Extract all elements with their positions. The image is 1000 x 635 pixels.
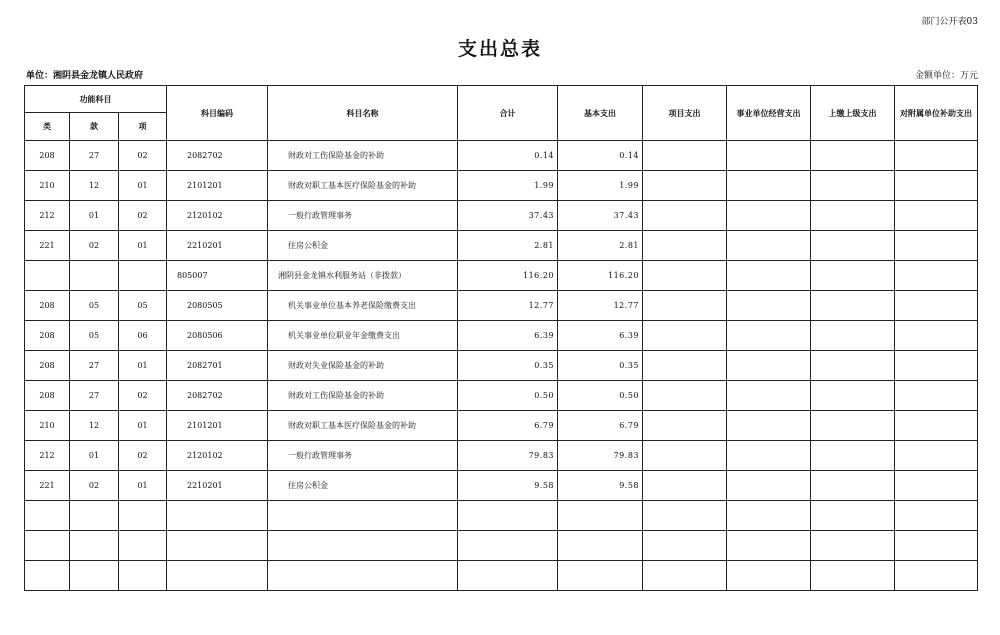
cell-business-expense <box>727 471 811 501</box>
table-row <box>25 411 978 441</box>
cell-basic-expense <box>558 561 643 591</box>
cell-subject-name: 住房公积金 <box>268 231 458 261</box>
cell-business-expense <box>727 231 811 261</box>
header-subject-name: 科目名称 <box>268 86 458 141</box>
cell-subject-name: 财政对职工基本医疗保险基金的补助 <box>268 411 458 441</box>
cell-basic-expense: 0.14 <box>558 141 643 171</box>
cell-lei: 210 <box>25 411 70 441</box>
cell-basic-expense: 6.39 <box>558 321 643 351</box>
cell-kuan: 02 <box>70 231 119 261</box>
cell-total: 12.77 <box>458 291 558 321</box>
cell-subject-code: 2101201 <box>167 411 268 441</box>
cell-project-expense <box>643 381 727 411</box>
cell-kuan <box>70 501 119 531</box>
header-subsidy-subordinate: 对附属单位补助支出 <box>895 86 978 141</box>
table-row <box>25 351 978 381</box>
cell-subsidy-subordinate <box>895 171 978 201</box>
cell-subsidy-subordinate <box>895 411 978 441</box>
cell-xiang: 05 <box>119 291 167 321</box>
cell-xiang: 02 <box>119 381 167 411</box>
header-business-expense: 事业单位经营支出 <box>727 86 811 141</box>
cell-business-expense <box>727 171 811 201</box>
table-row <box>25 381 978 411</box>
cell-business-expense <box>727 501 811 531</box>
cell-total: 6.39 <box>458 321 558 351</box>
cell-subsidy-subordinate <box>895 471 978 501</box>
cell-subject-code: 2082701 <box>167 351 268 381</box>
cell-upper-payment <box>811 381 895 411</box>
cell-project-expense <box>643 141 727 171</box>
cell-project-expense <box>643 201 727 231</box>
cell-subsidy-subordinate <box>895 351 978 381</box>
cell-upper-payment <box>811 471 895 501</box>
table-row <box>25 531 978 561</box>
cell-subsidy-subordinate <box>895 141 978 171</box>
cell-subsidy-subordinate <box>895 381 978 411</box>
cell-subject-name <box>268 531 458 561</box>
cell-total <box>458 561 558 591</box>
cell-upper-payment <box>811 531 895 561</box>
cell-upper-payment <box>811 411 895 441</box>
table-row <box>25 231 978 261</box>
cell-basic-expense: 0.35 <box>558 351 643 381</box>
cell-subsidy-subordinate <box>895 321 978 351</box>
cell-xiang <box>119 561 167 591</box>
amount-unit-label: 金额单位：万元 <box>914 71 978 81</box>
cell-subsidy-subordinate <box>895 201 978 231</box>
table-row <box>25 201 978 231</box>
cell-kuan: 12 <box>70 411 119 441</box>
cell-project-expense <box>643 441 727 471</box>
cell-upper-payment <box>811 321 895 351</box>
cell-xiang: 01 <box>119 351 167 381</box>
cell-project-expense <box>643 321 727 351</box>
cell-subject-name <box>268 501 458 531</box>
cell-subject-name: 财政对工伤保险基金的补助 <box>268 141 458 171</box>
cell-lei: 221 <box>25 471 70 501</box>
cell-kuan: 02 <box>70 471 119 501</box>
cell-subject-code <box>167 531 268 561</box>
cell-project-expense <box>643 531 727 561</box>
cell-upper-payment <box>811 561 895 591</box>
table-row <box>25 141 978 171</box>
header-project-expense: 项目支出 <box>643 86 727 141</box>
cell-xiang <box>119 501 167 531</box>
cell-kuan: 01 <box>70 201 119 231</box>
cell-business-expense <box>727 531 811 561</box>
header-lei: 类 <box>25 113 70 141</box>
header-func-subject: 功能科目 <box>25 86 167 113</box>
cell-upper-payment <box>811 351 895 381</box>
cell-xiang: 01 <box>119 471 167 501</box>
cell-subject-name: 湘阴县金龙镇水利服务站（非拨款） <box>268 261 458 291</box>
cell-lei: 212 <box>25 201 70 231</box>
cell-business-expense <box>727 321 811 351</box>
cell-total <box>458 501 558 531</box>
table-row <box>25 291 978 321</box>
table-row <box>25 261 978 291</box>
cell-lei <box>25 261 70 291</box>
table-row <box>25 441 978 471</box>
cell-basic-expense: 2.81 <box>558 231 643 261</box>
cell-upper-payment <box>811 261 895 291</box>
table-body <box>25 141 978 591</box>
cell-lei <box>25 561 70 591</box>
cell-subsidy-subordinate <box>895 231 978 261</box>
cell-xiang: 02 <box>119 201 167 231</box>
cell-subject-name: 一般行政管理事务 <box>268 441 458 471</box>
cell-kuan <box>70 531 119 561</box>
cell-business-expense <box>727 261 811 291</box>
cell-xiang <box>119 531 167 561</box>
cell-total: 2.81 <box>458 231 558 261</box>
cell-subject-name: 一般行政管理事务 <box>268 201 458 231</box>
cell-total: 9.58 <box>458 471 558 501</box>
cell-kuan <box>70 261 119 291</box>
cell-business-expense <box>727 201 811 231</box>
cell-subject-name: 机关事业单位基本养老保险缴费支出 <box>268 291 458 321</box>
cell-lei: 210 <box>25 171 70 201</box>
cell-subject-name: 财政对职工基本医疗保险基金的补助 <box>268 171 458 201</box>
cell-subject-name: 财政对工伤保险基金的补助 <box>268 381 458 411</box>
cell-subsidy-subordinate <box>895 501 978 531</box>
header-kuan: 款 <box>70 113 119 141</box>
cell-project-expense <box>643 261 727 291</box>
cell-xiang: 01 <box>119 411 167 441</box>
cell-project-expense <box>643 231 727 261</box>
cell-basic-expense: 0.50 <box>558 381 643 411</box>
cell-upper-payment <box>811 231 895 261</box>
cell-total <box>458 531 558 561</box>
table-row <box>25 471 978 501</box>
cell-lei: 221 <box>25 231 70 261</box>
cell-lei: 208 <box>25 351 70 381</box>
cell-xiang: 02 <box>119 441 167 471</box>
cell-kuan: 27 <box>70 141 119 171</box>
header-subject-code: 科目编码 <box>167 86 268 141</box>
cell-kuan: 01 <box>70 441 119 471</box>
cell-subject-code: 2210201 <box>167 231 268 261</box>
cell-subject-code: 2120102 <box>167 441 268 471</box>
cell-subject-code: 2080506 <box>167 321 268 351</box>
form-number: 部门公开表03 <box>921 17 978 27</box>
cell-xiang <box>119 261 167 291</box>
cell-kuan: 05 <box>70 291 119 321</box>
cell-upper-payment <box>811 141 895 171</box>
cell-subsidy-subordinate <box>895 561 978 591</box>
table-row <box>25 501 978 531</box>
cell-lei <box>25 501 70 531</box>
cell-total: 0.14 <box>458 141 558 171</box>
cell-business-expense <box>727 441 811 471</box>
cell-project-expense <box>643 291 727 321</box>
cell-basic-expense <box>558 531 643 561</box>
page-title: 支出总表 <box>457 38 542 60</box>
cell-lei: 208 <box>25 381 70 411</box>
cell-business-expense <box>727 291 811 321</box>
cell-lei: 208 <box>25 321 70 351</box>
cell-subsidy-subordinate <box>895 441 978 471</box>
cell-subject-name: 住房公积金 <box>268 471 458 501</box>
cell-subject-code: 2120102 <box>167 201 268 231</box>
cell-project-expense <box>643 411 727 441</box>
cell-xiang: 01 <box>119 231 167 261</box>
cell-project-expense <box>643 471 727 501</box>
cell-total: 37.43 <box>458 201 558 231</box>
header-xiang: 项 <box>119 113 167 141</box>
cell-business-expense <box>727 411 811 441</box>
cell-subsidy-subordinate <box>895 291 978 321</box>
cell-basic-expense: 9.58 <box>558 471 643 501</box>
table-row <box>25 561 978 591</box>
cell-subsidy-subordinate <box>895 261 978 291</box>
cell-upper-payment <box>811 171 895 201</box>
header-total: 合计 <box>458 86 558 141</box>
cell-subject-code: 2080505 <box>167 291 268 321</box>
cell-project-expense <box>643 351 727 381</box>
cell-xiang: 06 <box>119 321 167 351</box>
cell-upper-payment <box>811 441 895 471</box>
cell-xiang: 02 <box>119 141 167 171</box>
cell-lei <box>25 531 70 561</box>
cell-project-expense <box>643 501 727 531</box>
cell-basic-expense <box>558 501 643 531</box>
cell-upper-payment <box>811 291 895 321</box>
cell-basic-expense: 1.99 <box>558 171 643 201</box>
table-row <box>25 321 978 351</box>
cell-xiang: 01 <box>119 171 167 201</box>
header-basic-expense: 基本支出 <box>558 86 643 141</box>
cell-basic-expense: 12.77 <box>558 291 643 321</box>
expenditure-table <box>24 85 978 591</box>
cell-basic-expense: 79.83 <box>558 441 643 471</box>
cell-business-expense <box>727 141 811 171</box>
cell-kuan: 12 <box>70 171 119 201</box>
cell-basic-expense: 6.79 <box>558 411 643 441</box>
table-row <box>25 171 978 201</box>
header-upper-payment: 上缴上级支出 <box>811 86 895 141</box>
cell-upper-payment <box>811 201 895 231</box>
cell-total: 1.99 <box>458 171 558 201</box>
cell-total: 79.83 <box>458 441 558 471</box>
cell-subject-code: 2210201 <box>167 471 268 501</box>
cell-subsidy-subordinate <box>895 531 978 561</box>
unit-label: 单位：湘阴县金龙镇人民政府 <box>26 71 144 81</box>
cell-total: 0.50 <box>458 381 558 411</box>
cell-lei: 208 <box>25 141 70 171</box>
cell-subject-code <box>167 501 268 531</box>
cell-kuan: 27 <box>70 381 119 411</box>
cell-total: 116.20 <box>458 261 558 291</box>
cell-total: 6.79 <box>458 411 558 441</box>
cell-project-expense <box>643 561 727 591</box>
cell-basic-expense: 37.43 <box>558 201 643 231</box>
cell-subject-code: 2082702 <box>167 381 268 411</box>
cell-subject-name <box>268 561 458 591</box>
cell-lei: 212 <box>25 441 70 471</box>
cell-subject-code <box>167 561 268 591</box>
cell-business-expense <box>727 381 811 411</box>
cell-total: 0.35 <box>458 351 558 381</box>
cell-kuan: 05 <box>70 321 119 351</box>
cell-subject-code: 2101201 <box>167 171 268 201</box>
cell-subject-code: 2082702 <box>167 141 268 171</box>
cell-business-expense <box>727 351 811 381</box>
cell-subject-name: 机关事业单位职业年金缴费支出 <box>268 321 458 351</box>
cell-kuan: 27 <box>70 351 119 381</box>
cell-project-expense <box>643 171 727 201</box>
cell-upper-payment <box>811 501 895 531</box>
cell-kuan <box>70 561 119 591</box>
cell-lei: 208 <box>25 291 70 321</box>
cell-basic-expense: 116.20 <box>558 261 643 291</box>
cell-subject-name: 财政对失业保险基金的补助 <box>268 351 458 381</box>
cell-business-expense <box>727 561 811 591</box>
cell-subject-code: 805007 <box>167 261 268 291</box>
